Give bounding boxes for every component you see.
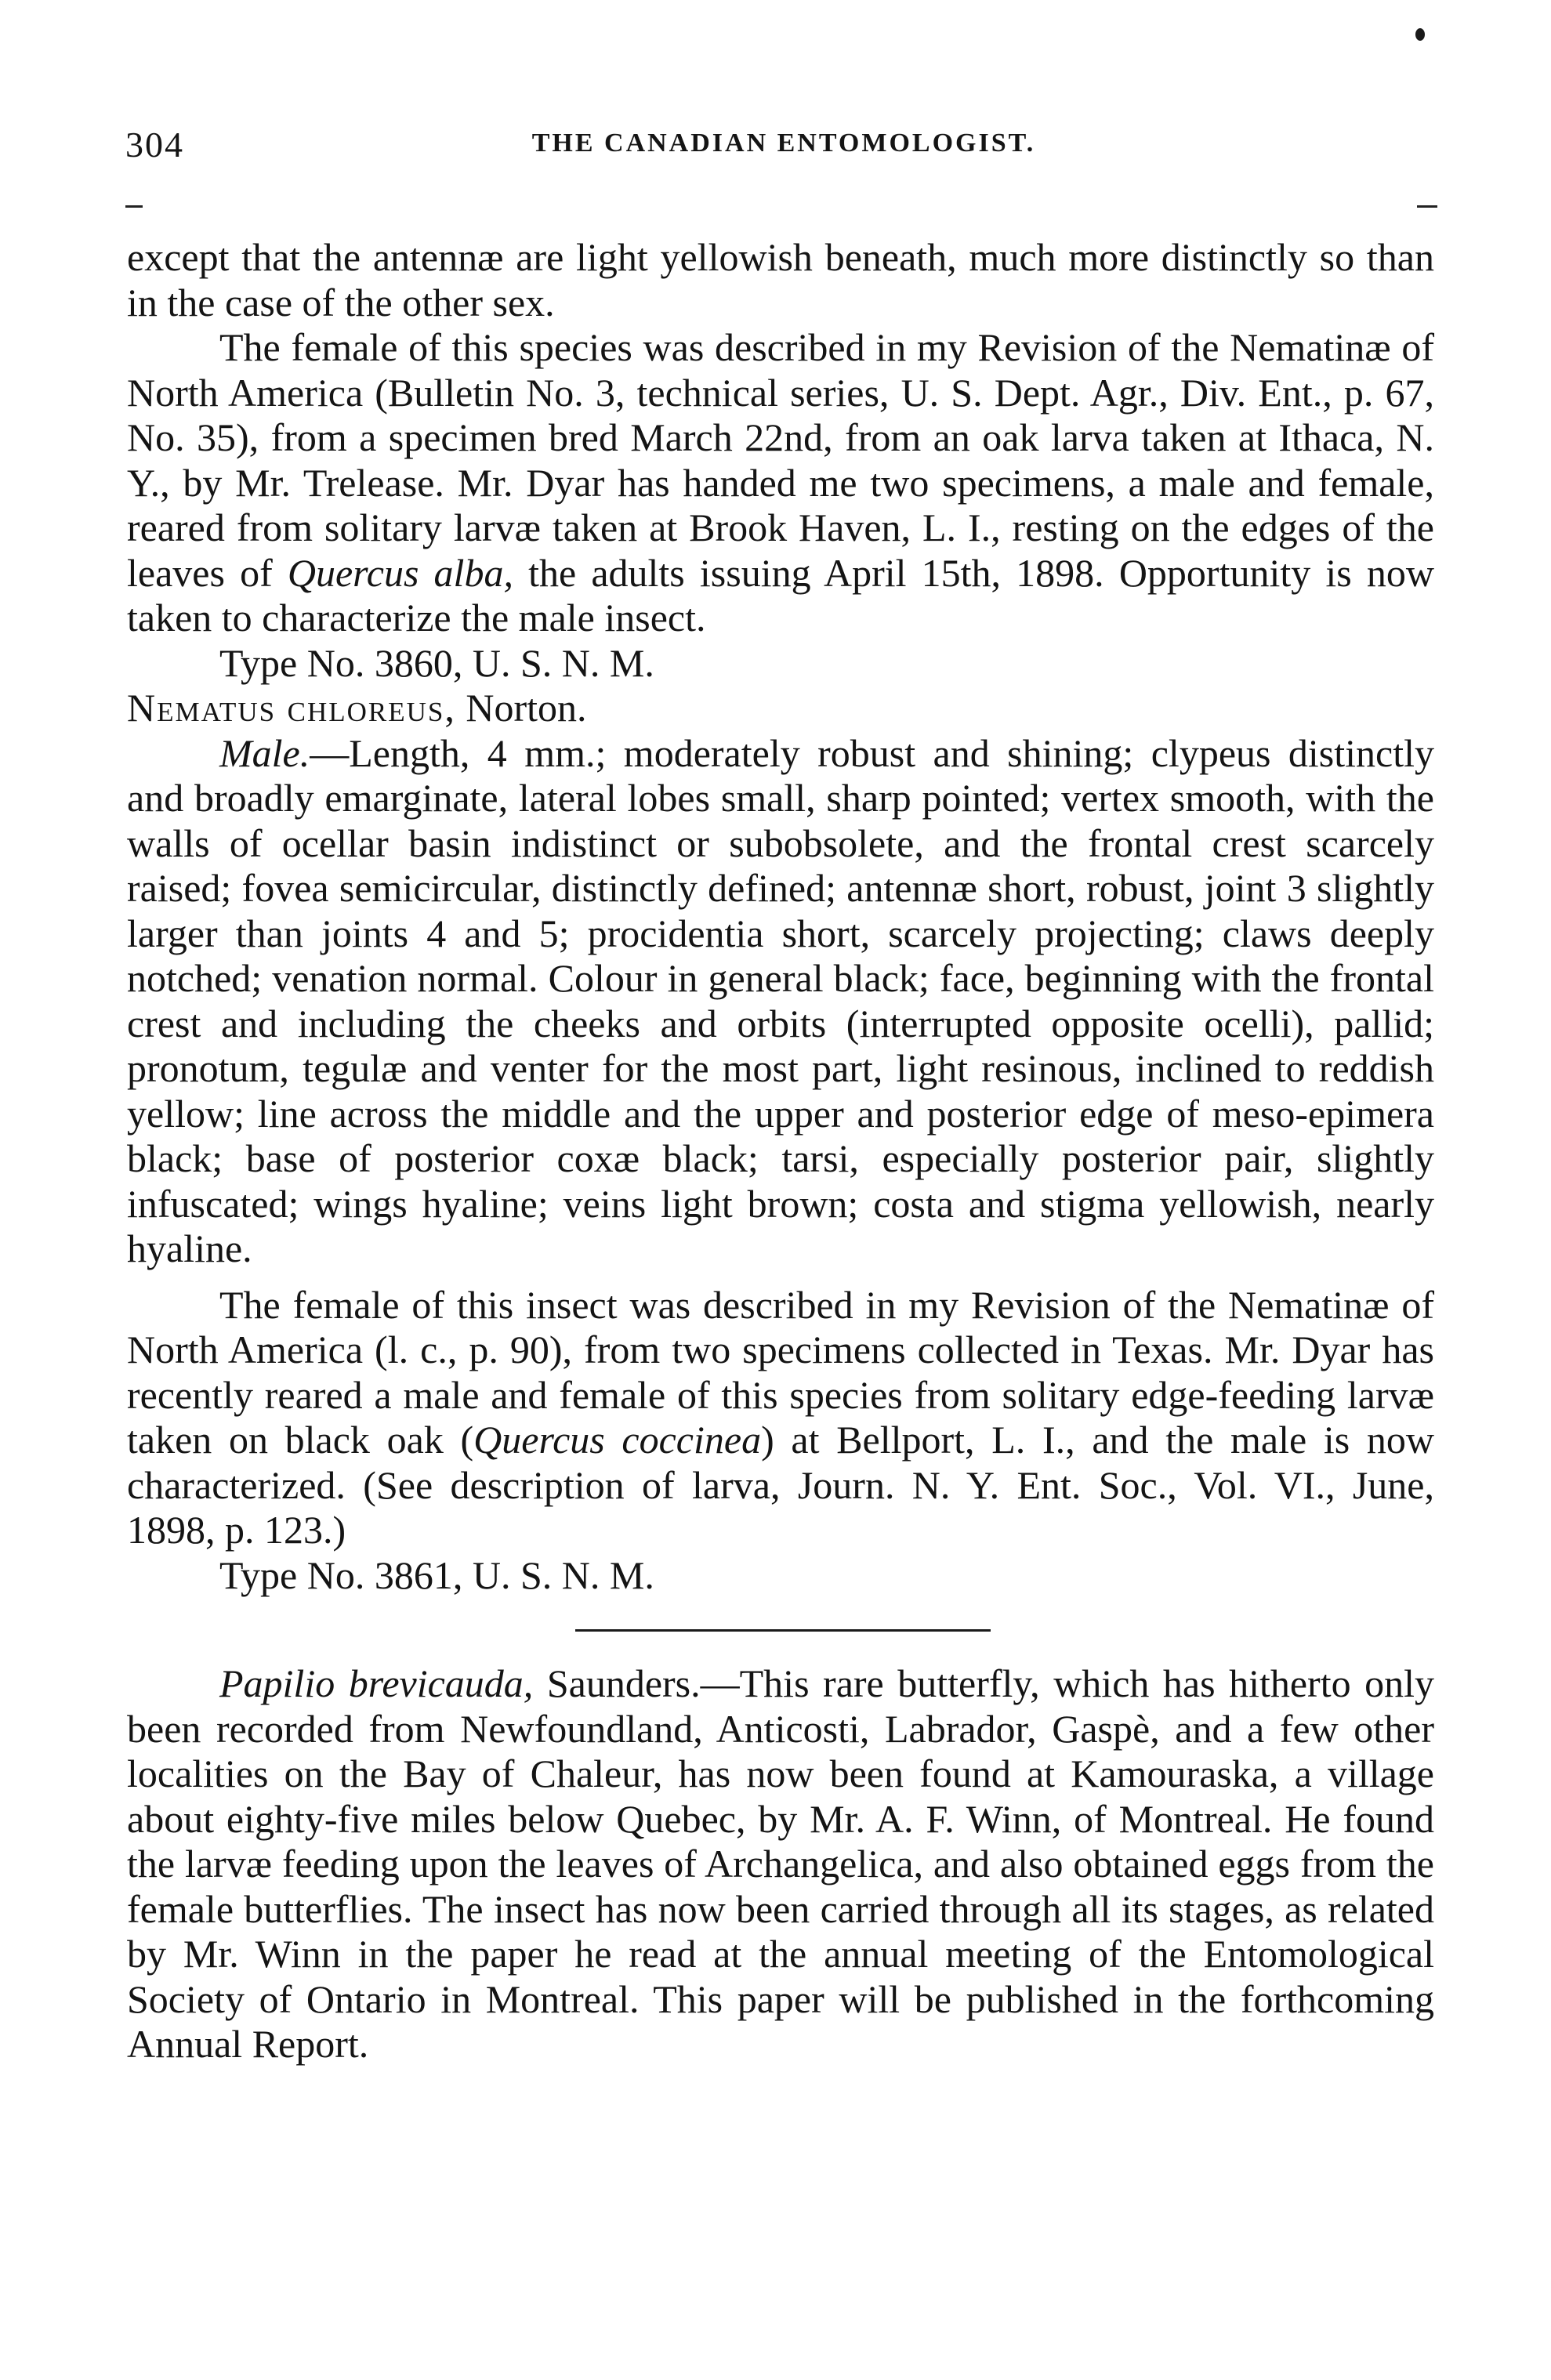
type-number: Type No. 3860, U. S. N. M. <box>219 640 654 685</box>
description-text: —Length, 4 mm.; moderately robust and shining; clypeus distinctly and broadly emarginate, lateral lobes small, sharp pointed; vertex smooth, with the walls of ocellar basin indistinct or subobsolete, and the frontal crest scarcely raised; fovea semicircular, distinctly defined; antennæ short, robust, joint 3 slightly larger than joints 4 and 5; procidentia short, scarcely projecting; claws deeply notched; venation normal. Colour in general black; face, beginning with the frontal crest and including the cheeks and orbits (interrupted opposite ocelli), pallid; pronotum, tegulæ and venter for the most part, light resinous, inclined to reddish yellow; line across the middle and the upper and posterior edge of meso-epimera black; base of posterior coxæ black; tarsi, especially posterior pair, slightly infuscated; wings hyaline; veins light brown; costa and stigma yellowish, nearly hyaline. <box>127 730 1434 1270</box>
species-author: Norton. <box>466 686 587 730</box>
type-number: Type No. 3861, U. S. N. M. <box>219 1552 654 1597</box>
paragraph-text: Saunders.—This rare butterfly, which has hitherto only been recorded from Newfoundland, Anticosti, Labrador, Gaspè, and a few other localities on the Bay of Chaleur, has now been found at Kamouraska, a village about eighty-five miles below Quebec, by Mr. A. F. Winn, of Montreal. He found the larvæ feeding upon the leaves of Archangelica, and also obtained eggs from the female butterflies. The insect has now been carried through all its stages, as related by Mr. Winn in the paper he read at the annual meeting of the Entomological Society of Ontario in Montreal. This paper will be published in the forthcoming Annual Report. <box>127 1661 1434 2066</box>
paragraph-text: the adults issuing April 15th, 1898. Opportunity is now taken to characterize the male insect. <box>127 550 1434 639</box>
species-italic: Quercus coccinea <box>473 1418 762 1462</box>
paragraph-text: except that the antennæ are light yellowish beneath, much more distinctly so than in the case of the other sex. <box>127 235 1434 324</box>
type-number-line <box>127 1553 1434 1599</box>
male-description <box>127 731 1434 1272</box>
paragraph-nematus-female <box>127 325 1434 641</box>
page-number: 304 <box>125 125 184 165</box>
header-rule-left <box>125 205 143 208</box>
species-italic: Quercus alba, <box>287 550 513 595</box>
paragraph-papilio <box>127 1661 1434 2067</box>
page-header <box>125 124 1442 171</box>
species-italic: Papilio brevicauda, <box>219 1661 534 1705</box>
paragraph-text: The female of this species was described in my Revision of the Nematinæ of North America (Bulletin No. 3, technical series, U. S. Dept. Agr., Div. Ent., p. 67, No. 35), from a specimen bred March 22nd, from an oak larva taken at Ithaca, N. Y., by Mr. Trelease. Mr. Dyar has handed me two specimens, a male and female, reared from solitary larvæ taken at Brook Haven, L. I., resting on the edges of the leaves of <box>127 325 1434 595</box>
page-body <box>127 235 1434 2067</box>
section-divider <box>575 1629 991 1632</box>
paragraph-continuation <box>127 235 1434 325</box>
species-name: Nematus chloreus, <box>127 686 456 730</box>
header-rule-right <box>1417 205 1437 208</box>
type-number-line <box>127 641 1434 686</box>
paragraph-text: The female of this insect was described in my Revision of the Nematinæ of North America (l. c., p. 90), from two specimens collected in Texas. Mr. Dyar has recently reared a male and female of this species from solitary edge-feeding larvæ taken on black oak ( <box>127 1282 1434 1462</box>
ink-dot <box>1415 28 1425 41</box>
species-heading <box>127 686 1434 731</box>
male-label: Male. <box>219 730 310 775</box>
paragraph-female-insect <box>127 1283 1434 1553</box>
running-title: THE CANADIAN ENTOMOLOGIST. <box>531 129 1036 158</box>
paragraph-text: ) at Bellport, L. I., and the male is now characterized. (See description of larva, Journ. N. Y. Ent. Soc., Vol. VI., June, 1898, p. 123.) <box>127 1418 1434 1552</box>
